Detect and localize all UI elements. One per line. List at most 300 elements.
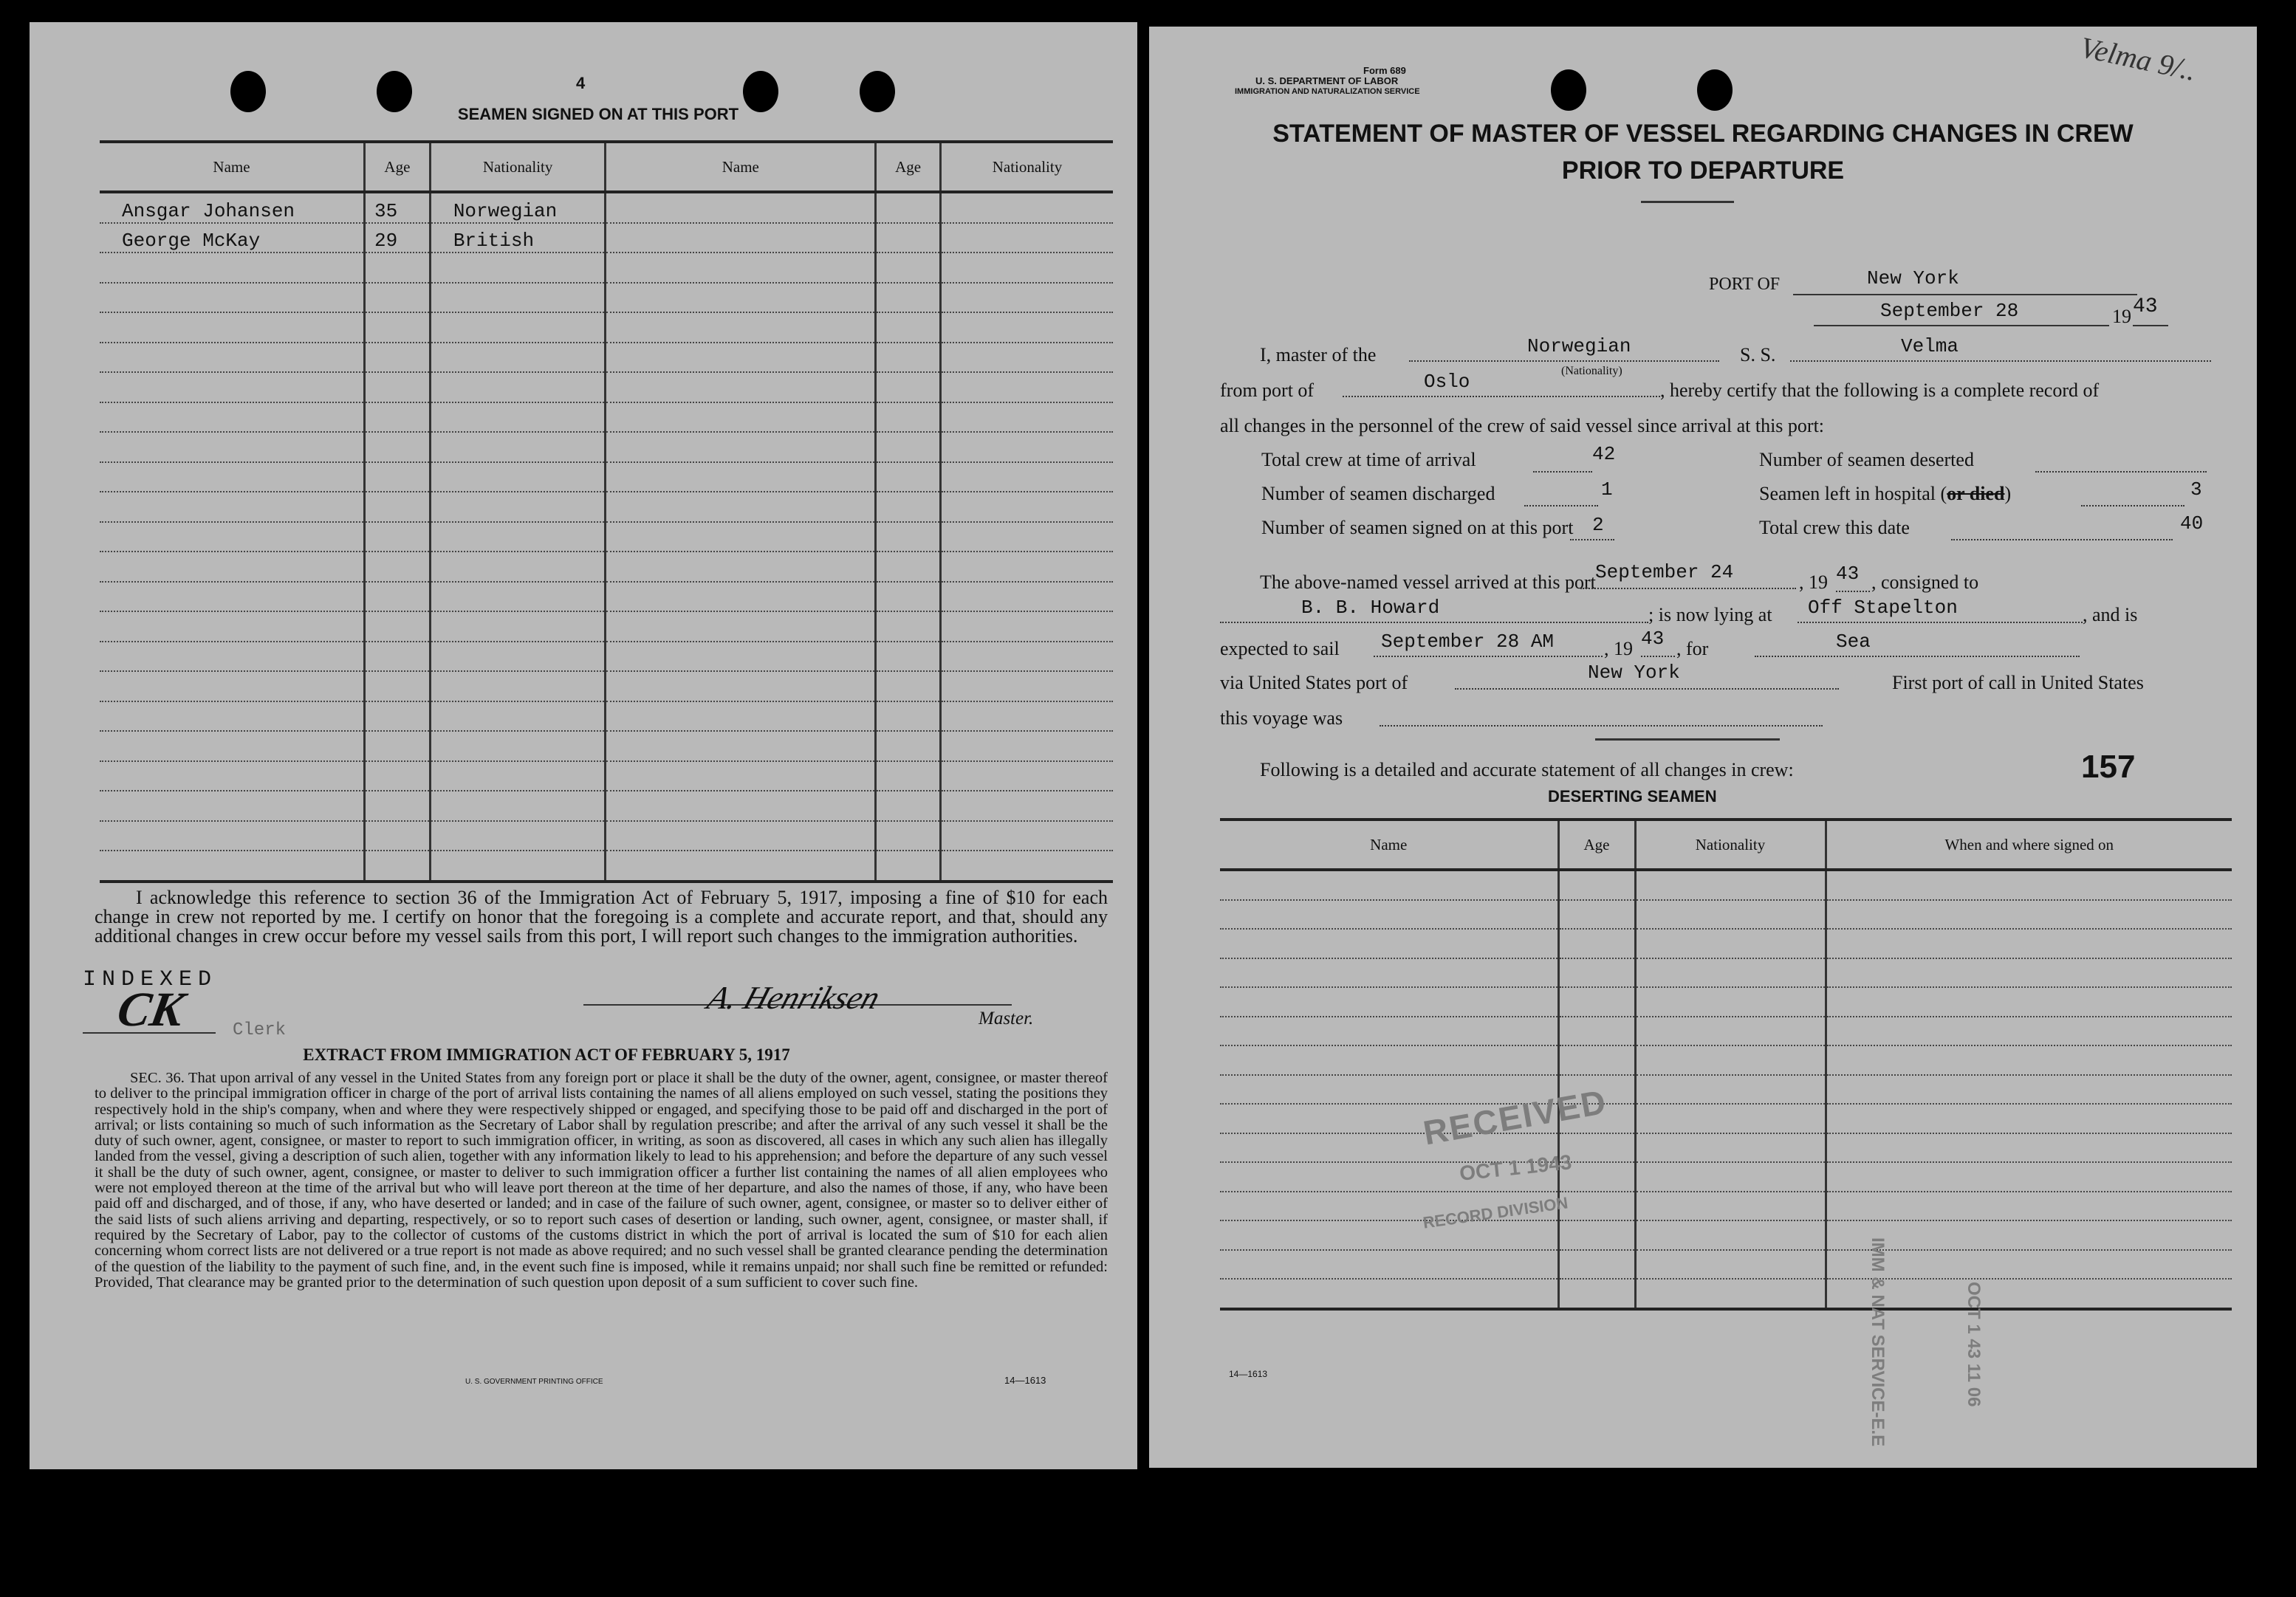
port-of-value: New York	[1867, 267, 1959, 289]
empty-cell	[940, 642, 1113, 672]
empty-cell	[940, 192, 1113, 223]
voyage-rule	[1595, 738, 1780, 741]
form-number: Form 689	[1363, 65, 1406, 76]
deserting-table	[1220, 818, 2232, 1311]
age-cell	[364, 821, 430, 851]
empty-cell	[606, 372, 876, 402]
empty-cell	[876, 731, 941, 761]
empty-cell	[876, 851, 941, 882]
empty-cell	[876, 522, 941, 552]
table-row	[100, 552, 1113, 582]
hospital-struck: or died	[1947, 483, 2005, 504]
clerk-line	[83, 1032, 216, 1034]
table-row	[100, 701, 1113, 732]
empty-cell	[876, 462, 941, 492]
deserted-label: Number of seamen deserted	[1759, 449, 1974, 470]
nationality-cell	[430, 642, 606, 672]
table-row	[100, 192, 1113, 223]
empty-cell	[940, 671, 1113, 701]
table-row	[100, 611, 1113, 642]
nationality-cell	[430, 582, 606, 612]
empty-cell	[606, 192, 876, 223]
empty-cell	[1635, 958, 1826, 988]
form-code: 14—1613	[1004, 1375, 1046, 1386]
date-value: September 28	[1880, 300, 2019, 322]
nationality-cell	[430, 791, 606, 821]
nationality-cell: Norwegian	[430, 192, 606, 223]
empty-cell	[1558, 870, 1635, 900]
stamped-number: 157	[2081, 749, 2136, 785]
age-cell	[364, 343, 430, 373]
age-cell	[364, 312, 430, 343]
nationality-cell	[430, 821, 606, 851]
empty-cell	[1635, 870, 1826, 900]
date-field	[1814, 295, 2109, 326]
empty-cell	[606, 223, 876, 253]
punch-hole	[230, 71, 266, 112]
table-row	[100, 731, 1113, 761]
name-cell	[100, 582, 364, 612]
table-row	[1220, 1220, 2232, 1250]
following-label: Following is a detailed and accurate statement of all changes in crew:	[1260, 759, 1794, 780]
empty-cell	[940, 552, 1113, 582]
empty-cell	[1220, 870, 1558, 900]
name-cell	[100, 462, 364, 492]
sail-year: 43	[1641, 628, 1675, 657]
name-cell	[100, 731, 364, 761]
table-row	[100, 312, 1113, 343]
nationality-caption: (Nationality)	[1561, 365, 1622, 377]
empty-cell	[1220, 958, 1558, 988]
empty-cell	[606, 462, 876, 492]
arrived-label: The above-named vessel arrived at this port	[1260, 571, 1596, 593]
col-nationality: Nationality	[430, 142, 606, 192]
age-cell	[364, 791, 430, 821]
table-row	[100, 642, 1113, 672]
age-cell	[364, 372, 430, 402]
empty-cell	[876, 492, 941, 522]
empty-cell	[1635, 1104, 1826, 1133]
lying-value: Off Stapelton	[1808, 597, 1958, 619]
signed-on-table	[100, 140, 1113, 883]
for-field	[1755, 626, 2080, 657]
for-label: , for	[1676, 638, 1709, 659]
age-cell	[364, 522, 430, 552]
table-row	[100, 492, 1113, 522]
empty-cell	[100, 851, 364, 882]
nationality-cell	[430, 343, 606, 373]
empty-cell	[876, 312, 941, 343]
col-deserter-age: Age	[1558, 820, 1635, 870]
table-row	[100, 761, 1113, 791]
name-cell	[100, 522, 364, 552]
empty-cell	[1558, 958, 1635, 988]
empty-cell	[940, 582, 1113, 612]
empty-cell	[606, 642, 876, 672]
table-row	[1220, 1133, 2232, 1163]
ss-label: S. S.	[1740, 344, 1776, 365]
left-page	[30, 22, 1137, 1469]
empty-cell	[940, 791, 1113, 821]
empty-cell	[1220, 1220, 1558, 1250]
port-of-field	[1793, 264, 2137, 295]
empty-cell	[606, 821, 876, 851]
title-line-2: PRIOR TO DEPARTURE	[1561, 157, 1845, 185]
received-date: OCT 1 1943	[1458, 1150, 1573, 1185]
empty-cell	[606, 343, 876, 373]
age-cell	[364, 761, 430, 791]
table-row	[100, 432, 1113, 462]
empty-cell	[1826, 1017, 2232, 1046]
col-age-2: Age	[876, 142, 941, 192]
name-cell	[100, 671, 364, 701]
consigned-label: , consigned to	[1871, 571, 1979, 593]
consignee: B. B. Howard	[1301, 597, 1440, 619]
year-value: 43	[2133, 295, 2168, 326]
empty-cell	[1826, 1075, 2232, 1105]
table-row	[100, 582, 1113, 612]
punch-hole	[860, 71, 895, 112]
name-cell	[100, 642, 364, 672]
empty-cell	[876, 611, 941, 642]
empty-cell	[940, 821, 1113, 851]
empty-cell	[1558, 1279, 1635, 1309]
nationality-cell	[430, 432, 606, 462]
total-crew-label: Total crew at time of arrival	[1261, 449, 1476, 470]
empty-cell	[940, 432, 1113, 462]
empty-cell	[1635, 1075, 1826, 1105]
empty-cell	[876, 253, 941, 283]
title-rule	[1641, 201, 1734, 203]
nationality-cell	[430, 761, 606, 791]
discharged-label: Number of seamen discharged	[1261, 483, 1495, 504]
table-row	[1220, 1279, 2232, 1309]
empty-cell	[1558, 900, 1635, 930]
sail-value: September 28 AM	[1381, 631, 1555, 653]
empty-cell	[1826, 1162, 2232, 1192]
name-cell	[100, 283, 364, 313]
age-cell	[364, 253, 430, 283]
table-row	[100, 851, 1113, 882]
empty-cell	[1558, 1250, 1635, 1280]
table-row	[1220, 958, 2232, 988]
empty-cell	[1635, 900, 1826, 930]
name-cell	[100, 432, 364, 462]
empty-cell	[1635, 1220, 1826, 1250]
empty-cell	[1826, 1192, 2232, 1221]
department: U. S. DEPARTMENT OF LABOR	[1255, 75, 1399, 86]
from-port-value: Oslo	[1424, 371, 1470, 393]
punch-hole	[1697, 69, 1733, 111]
empty-cell	[1826, 958, 2232, 988]
empty-cell	[1220, 1045, 1558, 1075]
signed-on-label: Number of seamen signed on at this port	[1261, 517, 1574, 538]
empty-cell	[940, 312, 1113, 343]
table-row	[100, 253, 1113, 283]
age-cell: 35	[364, 192, 430, 223]
empty-cell	[876, 192, 941, 223]
empty-cell	[1220, 987, 1558, 1017]
seamen-signed-heading: SEAMEN SIGNED ON AT THIS PORT	[457, 105, 739, 123]
empty-cell	[606, 552, 876, 582]
empty-cell	[876, 791, 941, 821]
record-division: RECORD DIVISION	[1422, 1193, 1569, 1232]
title-line-1: STATEMENT OF MASTER OF VESSEL REGARDING CHANGES IN CREW	[1272, 120, 2134, 148]
name-cell: Ansgar Johansen	[100, 192, 364, 223]
empty-cell	[940, 611, 1113, 642]
service: IMMIGRATION AND NATURALIZATION SERVICE	[1235, 87, 1420, 96]
table-row	[100, 343, 1113, 373]
empty-cell	[606, 492, 876, 522]
total-crew-value: 42	[1592, 443, 1616, 465]
name-cell	[100, 402, 364, 433]
col-name: Name	[100, 142, 364, 192]
via-label: via United States port of	[1220, 672, 1408, 693]
empty-cell	[606, 522, 876, 552]
name-cell	[100, 821, 364, 851]
empty-cell	[606, 791, 876, 821]
consignee-field	[1220, 592, 1648, 623]
col-deserter-nationality: Nationality	[1635, 820, 1826, 870]
empty-cell	[876, 223, 941, 253]
empty-cell	[606, 761, 876, 791]
hospital-label-group	[1759, 483, 2011, 505]
empty-cell	[940, 851, 1113, 882]
empty-cell	[1635, 1279, 1826, 1309]
empty-cell	[940, 701, 1113, 732]
table-row	[1220, 1250, 2232, 1280]
corner-note: Velma 9/..	[2077, 30, 2199, 88]
empty-cell	[940, 761, 1113, 791]
year-prefix: 19	[2112, 306, 2131, 327]
empty-cell	[1558, 1017, 1635, 1046]
age-cell	[364, 492, 430, 522]
empty-cell	[1635, 1133, 1826, 1163]
empty-cell	[876, 402, 941, 433]
empty-cell	[940, 283, 1113, 313]
empty-cell	[876, 283, 941, 313]
empty-cell	[606, 731, 876, 761]
empty-cell	[876, 582, 941, 612]
clerk-label: Clerk	[233, 1020, 287, 1040]
for-value: Sea	[1836, 631, 1871, 653]
received-stamp: RECEIVED	[1420, 1082, 1610, 1153]
table-row	[1220, 900, 2232, 930]
empty-cell	[1558, 1220, 1635, 1250]
col-deserter-signed-on: When and where signed on	[1826, 820, 2232, 870]
empty-cell	[364, 851, 430, 882]
ship-field	[1790, 331, 2211, 362]
table-row	[100, 372, 1113, 402]
table-row	[1220, 1162, 2232, 1192]
col-age: Age	[364, 142, 430, 192]
via-value: New York	[1588, 662, 1680, 684]
certify-text-2: all changes in the personnel of the crew of said vessel since arrival at this port:	[1220, 415, 1825, 436]
empty-cell	[876, 432, 941, 462]
col-deserter-name: Name	[1220, 820, 1558, 870]
age-cell	[364, 402, 430, 433]
empty-cell	[606, 701, 876, 732]
empty-cell	[940, 223, 1113, 253]
empty-cell	[940, 343, 1113, 373]
empty-cell	[1826, 929, 2232, 958]
empty-cell	[1826, 1133, 2232, 1163]
empty-cell	[1635, 929, 1826, 958]
empty-cell	[940, 402, 1113, 433]
age-cell	[364, 462, 430, 492]
age-cell	[364, 671, 430, 701]
table-row	[1220, 987, 2232, 1017]
indexed-stamp: INDEXED	[83, 967, 218, 992]
empty-cell	[1558, 987, 1635, 1017]
total-crew-dots	[1533, 462, 1592, 473]
from-port-label: from port of	[1220, 379, 1315, 401]
hospital-dots	[2081, 496, 2184, 506]
age-cell	[364, 582, 430, 612]
empty-cell	[1558, 1045, 1635, 1075]
extract-title: EXTRACT FROM IMMIGRATION ACT OF FEBRUARY 5, 1917	[303, 1045, 790, 1064]
nationality-cell	[430, 402, 606, 433]
table-row	[1220, 1045, 2232, 1075]
age-cell	[364, 283, 430, 313]
sail-field	[1374, 626, 1603, 657]
total-date-value: 40	[2180, 512, 2204, 535]
lying-label: ; is now lying at	[1648, 604, 1772, 625]
nationality-cell	[430, 552, 606, 582]
discharged-value: 1	[1601, 478, 1613, 501]
empty-cell	[1826, 1045, 2232, 1075]
empty-cell	[876, 642, 941, 672]
name-cell	[100, 253, 364, 283]
empty-cell	[876, 552, 941, 582]
name-cell	[100, 701, 364, 732]
empty-cell	[606, 611, 876, 642]
empty-cell	[876, 821, 941, 851]
age-cell	[364, 552, 430, 582]
extract-text: SEC. 36. That upon arrival of any vessel in the United States from any foreign port or place it shall be the duty of the owner, agent, consignee, or master thereof to deliver to the principal immigration officer in charge of the port of arrival lists containing the names of all aliens employed on such vessel, stating the positions they respectively hold in the ship's company, when and where they were respectively shipped or engaged, and specifying those to be paid off and discharged in the port of arrival; or lists containing so much of such information as the Secretary of Labor shall by regulation prescribe; and after the arrival of any such vessel it shall be the duty of such owner, agent, consignee, or master to report to such immigration officer, in writing, as soon as discovered, all cases in which any such alien has illegally landed from the vessel, giving a description of such alien, together with any information likely to lead to his apprehension; and before the departure of any such vessel it shall be the duty of such owner, agent, consignee, or master to deliver to such immigration officer a further list containing the names of all alien employees who were not employed thereon at the time of the arrival but who will leave port thereon at the time of her departure, and also the names of those, if any, who have been paid off and discharged, and of those, if any, who have deserted or landed; and in case of the failure of such owner, agent, consignee, or master so to deliver either of the said lists of such aliens arriving and departing, respectively, or so to report such cases of desertion or landing, such owner, agent, consignee, or master shall, if required by the Secretary of Labor, pay to the collector of customs of the customs district in which the port of arrival is located the sum of $10 for each alien concerning whom correct lists are not delivered or a true report is not made as above required; and no such vessel shall be granted clearance pending the determination of the question of the liability to the payment of such fine, and, in the event such fine is imposed, while it remains unpaid; nor shall such fine be remitted or refunded: Provided, That clearance may be granted prior to the determination of such question upon deposit of a sum sufficient to cover such fine.	[95, 1070, 1108, 1291]
empty-cell	[940, 372, 1113, 402]
hospital-label: Seamen left in hospital (	[1759, 483, 1947, 504]
age-cell	[364, 731, 430, 761]
empty-cell	[606, 671, 876, 701]
empty-cell	[430, 851, 606, 882]
empty-cell	[1635, 1250, 1826, 1280]
right-page: Form 689 U. S. DEPARTMENT OF LABOR IMMIGRATION AND NATURALIZATION SERVICE Velma 9/.. STATEMENT OF MASTER OF VESSEL REGARDING CHANGES IN CREW PRIOR TO DEPARTURE PORT OF New York September 28 19 43 I, master of the Norwegian (Nationality) S. S. Velma from port of Oslo , hereby certify that the following is a complete record of all changes in the personnel of the crew of said vessel since arrival at this port: Total crew at time of arrival 42 Number of seamen discharged 1 Number of seamen signed on at this port 2 Number of seamen deserted Seamen left in hospital (or died) 3 Total crew this date 40 The above-named vessel arrived at this port September 24 , 19 43 , consigned to B. B. Howard ; is now lying at Off Stapelton , and is expected to sail September 28 AM , 19 43 , for Sea via United States port of New York First port of call in United States this voyage was Following is a detailed and accurate statement of all changes in crew: 157 DESERTING SEAMEN Name Age Nationality When and where signed on RECEIVED OCT 1 1943 RECORD DIVISION IMM & NAT SERVICE-E.E OCT 1 43 11 06 14—1613	[1149, 27, 2257, 1468]
signed-on-value: 2	[1592, 514, 1604, 536]
empty-cell	[606, 432, 876, 462]
table-row	[100, 671, 1113, 701]
voyage-label: this voyage was	[1220, 707, 1343, 729]
empty-cell	[606, 283, 876, 313]
table-row	[1220, 1017, 2232, 1046]
nationality-cell	[430, 731, 606, 761]
first-port-label: First port of call in United States	[1892, 672, 2144, 693]
empty-cell	[940, 492, 1113, 522]
empty-cell	[606, 253, 876, 283]
name-cell	[100, 611, 364, 642]
empty-cell	[1826, 987, 2232, 1017]
empty-cell	[940, 253, 1113, 283]
name-cell	[100, 492, 364, 522]
empty-cell	[606, 312, 876, 343]
right-form-code: 14—1613	[1229, 1369, 1268, 1379]
nationality-cell	[430, 671, 606, 701]
nationality-cell	[430, 701, 606, 732]
empty-cell	[1635, 1017, 1826, 1046]
arrived-field	[1580, 558, 1796, 589]
empty-cell	[1635, 987, 1826, 1017]
empty-cell	[876, 671, 941, 701]
empty-cell	[606, 851, 876, 882]
empty-cell	[1558, 1192, 1635, 1221]
nationality-cell	[430, 522, 606, 552]
table-row	[100, 223, 1113, 253]
hospital-close: )	[2004, 483, 2012, 504]
table-row	[100, 522, 1113, 552]
name-cell	[100, 761, 364, 791]
empty-cell	[940, 522, 1113, 552]
hospital-value: 3	[2190, 478, 2202, 501]
empty-cell	[606, 402, 876, 433]
table-row	[100, 821, 1113, 851]
nationality-cell	[430, 611, 606, 642]
nationality-value: Norwegian	[1527, 335, 1631, 357]
empty-cell	[1220, 1279, 1558, 1309]
name-cell	[100, 343, 364, 373]
empty-cell	[1826, 870, 2232, 900]
total-date-dots	[1951, 530, 2173, 540]
deserting-heading: DESERTING SEAMEN	[1548, 787, 1717, 806]
table-row	[1220, 1192, 2232, 1221]
table-row	[100, 402, 1113, 433]
age-cell	[364, 642, 430, 672]
nationality-cell	[430, 283, 606, 313]
name-cell	[100, 372, 364, 402]
table-row	[100, 283, 1113, 313]
empty-cell	[1220, 1250, 1558, 1280]
col-name-2: Name	[606, 142, 876, 192]
empty-cell	[940, 462, 1113, 492]
table-row	[1220, 929, 2232, 958]
col-nationality-2: Nationality	[940, 142, 1113, 192]
nationality-cell: British	[430, 223, 606, 253]
master-signature: A. Henriksen	[703, 980, 885, 1016]
inspection-stamp-2: OCT 1 43 11 06	[1964, 1282, 1984, 1407]
empty-cell	[1558, 929, 1635, 958]
nationality-cell	[430, 372, 606, 402]
empty-cell	[1635, 1045, 1826, 1075]
table-row	[100, 791, 1113, 821]
empty-cell	[876, 761, 941, 791]
punch-hole	[1551, 69, 1586, 111]
certify-text: , hereby certify that the following is a complete record of	[1660, 379, 2100, 401]
sail-label: expected to sail	[1220, 638, 1340, 659]
nationality-cell	[430, 253, 606, 283]
clerk-initials: CK	[113, 983, 188, 1037]
master-label: Master.	[979, 1009, 1034, 1028]
empty-cell	[1220, 929, 1558, 958]
total-date-label: Total crew this date	[1759, 517, 1910, 538]
lying-field	[1798, 592, 2083, 623]
via-field	[1455, 659, 1839, 690]
empty-cell	[1220, 1017, 1558, 1046]
empty-cell	[1826, 1104, 2232, 1133]
acknowledgment-text: I acknowledge this reference to section 36 of the Immigration Act of February 5, 1917, imposing a fine of $10 for each change in crew not reported by me. I certify on honor that the foregoing is a complete and accurate report, and that, should any additional changes in crew occur before my vessel sails from this port, I will report such changes to the immigration authorities.	[95, 887, 1108, 947]
empty-cell	[1826, 900, 2232, 930]
empty-cell	[876, 701, 941, 732]
voyage-field	[1380, 696, 1823, 727]
name-cell	[100, 791, 364, 821]
